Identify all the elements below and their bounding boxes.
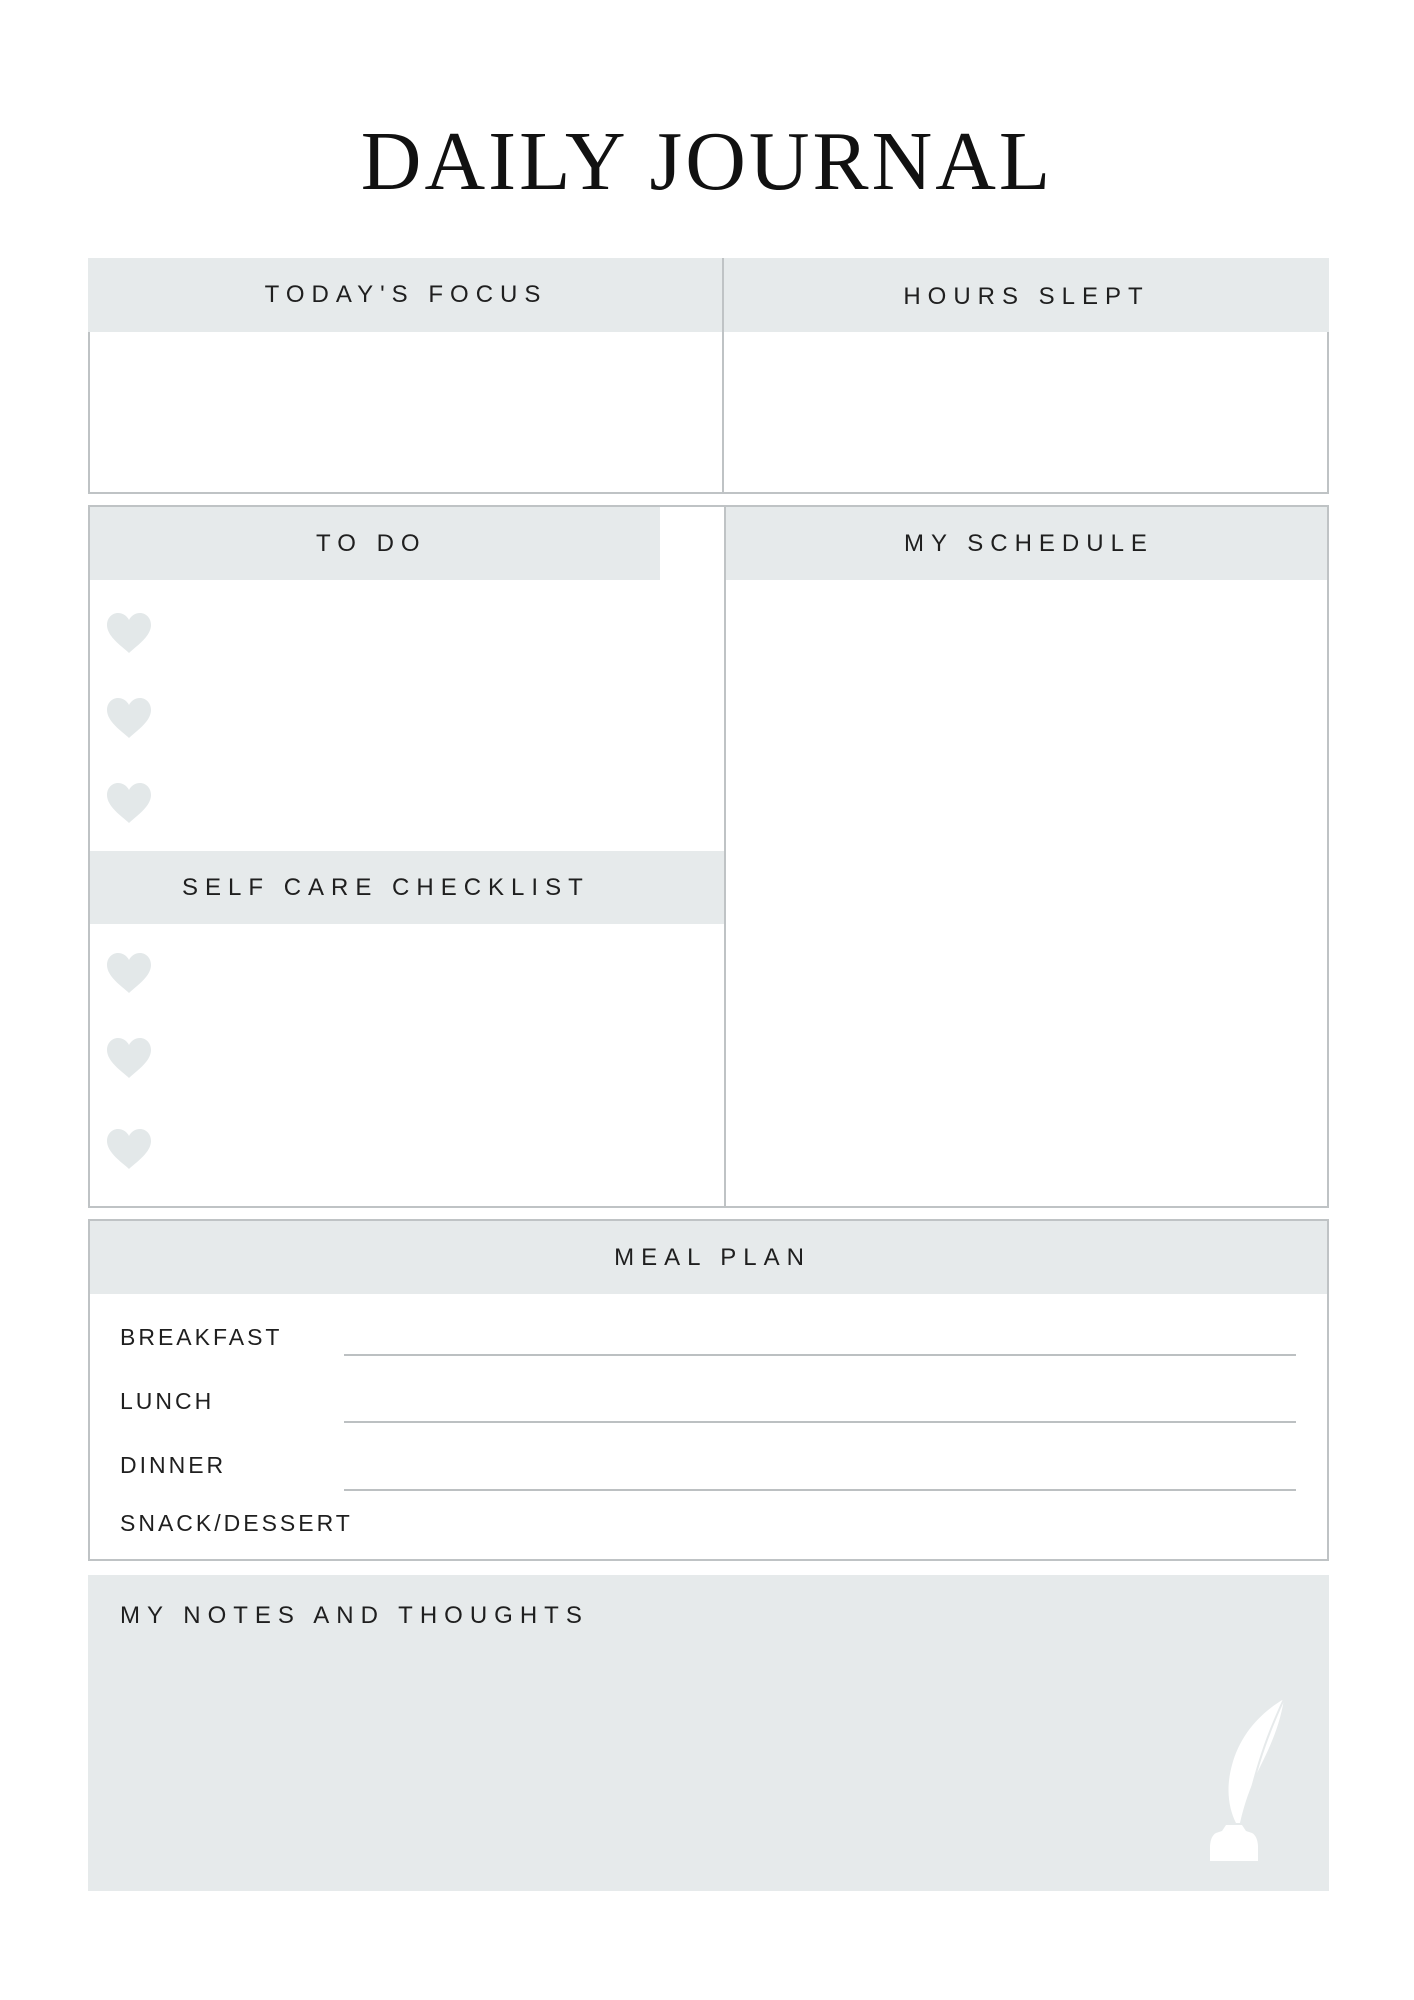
quill-inkpot-icon xyxy=(1200,1695,1290,1865)
todays-focus-area[interactable] xyxy=(90,334,720,492)
schedule-header: MY SCHEDULE xyxy=(726,507,1327,580)
todo-heart-icon[interactable] xyxy=(105,612,153,654)
self-care-heart-icon[interactable] xyxy=(105,952,153,994)
dinner-line[interactable] xyxy=(344,1489,1296,1491)
breakfast-line[interactable] xyxy=(344,1354,1296,1356)
hours-slept-header: HOURS SLEPT xyxy=(724,258,1329,332)
hours-slept-area[interactable] xyxy=(726,334,1326,492)
meal-label-breakfast: BREAKFAST xyxy=(120,1324,283,1350)
self-care-heart-icon[interactable] xyxy=(105,1128,153,1170)
todo-heart-icon[interactable] xyxy=(105,782,153,824)
meal-label-dinner: DINNER xyxy=(120,1452,227,1478)
schedule-divider xyxy=(724,505,726,1208)
focus-divider xyxy=(722,258,724,494)
todo-header: TO DO xyxy=(90,507,660,580)
meal-plan-header: MEAL PLAN xyxy=(90,1221,1327,1294)
schedule-area[interactable] xyxy=(728,582,1326,1206)
meal-label-snack: SNACK/DESSERT xyxy=(120,1510,353,1536)
self-care-header: SELF CARE CHECKLIST xyxy=(90,851,724,924)
todays-focus-header: TODAY'S FOCUS xyxy=(88,258,724,332)
notes-title: MY NOTES AND THOUGHTS xyxy=(120,1602,589,1629)
lunch-line[interactable] xyxy=(344,1421,1296,1423)
todo-heart-icon[interactable] xyxy=(105,697,153,739)
page-title: DAILY JOURNAL xyxy=(360,115,1054,208)
self-care-heart-icon[interactable] xyxy=(105,1037,153,1079)
meal-label-lunch: LUNCH xyxy=(120,1388,215,1414)
